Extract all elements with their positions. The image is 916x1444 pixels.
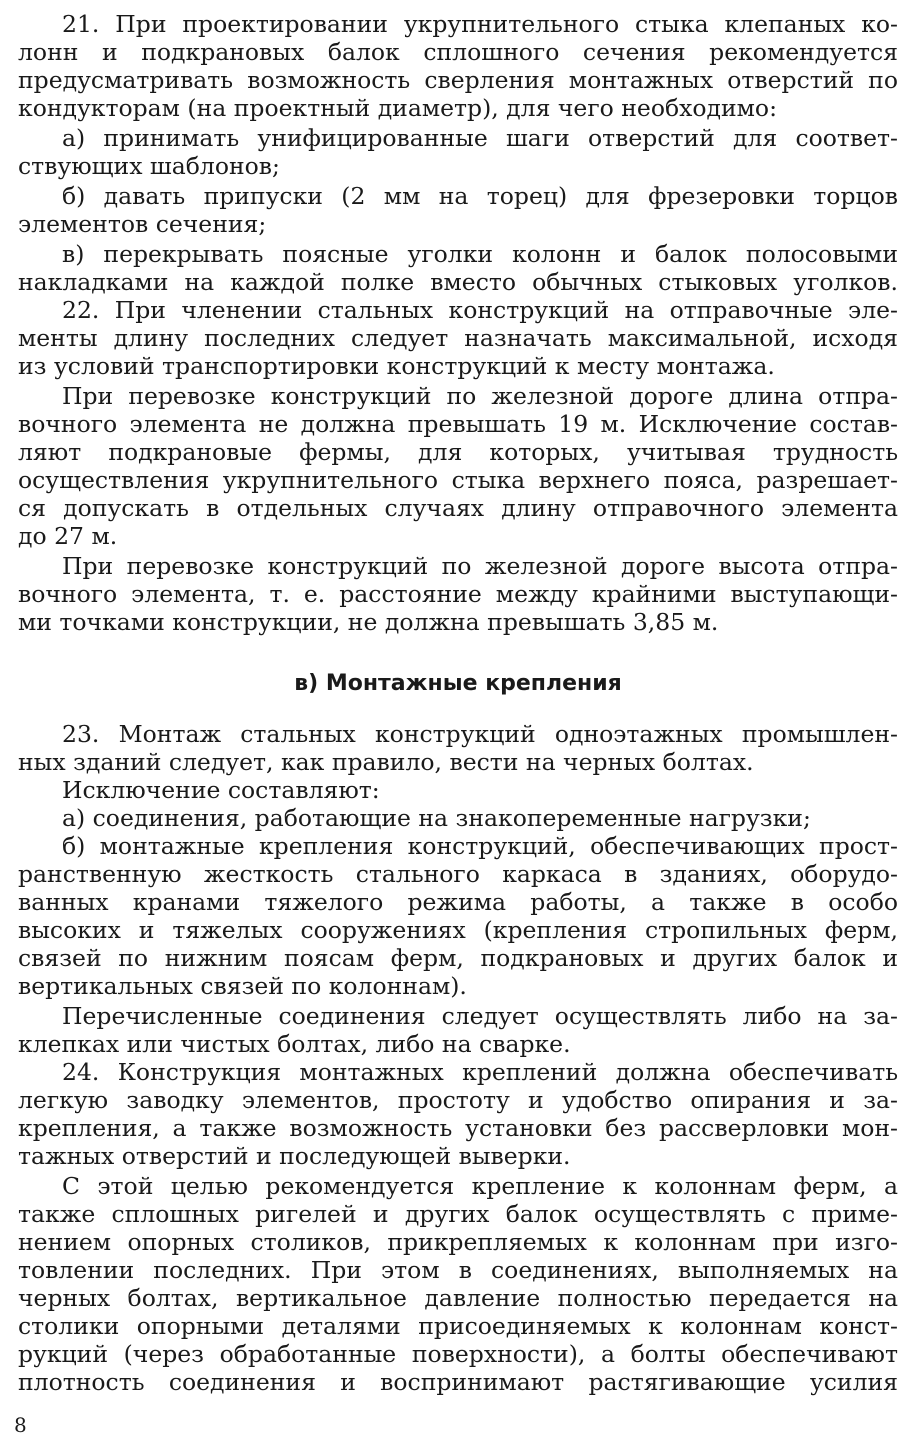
- text-line: легкую заводку элементов, простоту и удобство опирания и за-: [18, 1086, 898, 1114]
- text-line: плотность соединения и воспринимают растягивающие усилия: [18, 1368, 898, 1396]
- text-line: При перевозке конструкций по железной дороге длина отпра-: [62, 382, 898, 410]
- text-line: накладками на каждой полке вместо обычных стыковых уголков.: [18, 268, 898, 296]
- text-line: Исключение составляют:: [62, 776, 380, 804]
- text-line: предусматривать возможность сверления монтажных отверстий по: [18, 66, 898, 94]
- text-line: При перевозке конструкций по железной дороге высота отпра-: [62, 552, 898, 580]
- text-line: ми точками конструкции, не должна превышать 3,85 м.: [18, 608, 719, 636]
- text-line: ствующих шаблонов;: [18, 152, 280, 180]
- text-line: ных зданий следует, как правило, вести на черных болтах.: [18, 748, 754, 776]
- text-line: нением опорных столиков, прикрепляемых к колоннам при изго-: [18, 1228, 898, 1256]
- text-line: 21. При проектировании укрупнительного стыка клепаных ко-: [62, 10, 898, 38]
- page-number: 8: [14, 1413, 27, 1437]
- text-line: из условий транспортировки конструкций к месту монтажа.: [18, 352, 775, 380]
- text-line: связей по нижним поясам ферм, подкрановых и других балок и: [18, 944, 898, 972]
- text-line: менты длину последних следует назначать максимальной, исходя: [18, 324, 898, 352]
- text-line: столики опорными деталями присоединяемых к колоннам конст-: [18, 1312, 898, 1340]
- text-line: также сплошных ригелей и других балок осуществлять с приме-: [18, 1200, 898, 1228]
- text-line: кондукторам (на проектный диаметр), для чего необходимо:: [18, 94, 777, 122]
- text-line: черных болтах, вертикальное давление полностью передается на: [18, 1284, 898, 1312]
- text-line: 22. При членении стальных конструкций на отправочные эле-: [62, 296, 898, 324]
- text-line: в) перекрывать поясные уголки колонн и балок полосовыми: [62, 240, 898, 268]
- text-line: тажных отверстий и последующей выверки.: [18, 1142, 571, 1170]
- text-line: вочного элемента не должна превышать 19 м. Исключение состав-: [18, 410, 898, 438]
- text-line: вочного элемента, т. е. расстояние между крайними выступающи-: [18, 580, 898, 608]
- text-line: высоких и тяжелых сооружениях (крепления стропильных ферм,: [18, 916, 898, 944]
- text-line: б) монтажные крепления конструкций, обеспечивающих прост-: [62, 832, 898, 860]
- text-line: 24. Конструкция монтажных креплений должна обеспечивать: [62, 1058, 898, 1086]
- text-line: Перечисленные соединения следует осуществлять либо на за-: [62, 1002, 898, 1030]
- text-line: клепках или чистых болтах, либо на сварке.: [18, 1030, 571, 1058]
- text-line: вертикальных связей по колоннам).: [18, 972, 467, 1000]
- text-line: а) принимать унифицированные шаги отверстий для соответ-: [62, 124, 898, 152]
- text-line: ванных кранами тяжелого режима работы, а также в особо: [18, 888, 898, 916]
- text-line: товлении последних. При этом в соединениях, выполняемых на: [18, 1256, 898, 1284]
- text-line: ляют подкрановые фермы, для которых, учитывая трудность: [18, 438, 898, 466]
- section-heading: в) Монтажные крепления: [294, 671, 622, 696]
- text-line: ся допускать в отдельных случаях длину отправочного элемента: [18, 494, 898, 522]
- text-line: 23. Монтаж стальных конструкций одноэтажных промышлен-: [62, 720, 898, 748]
- text-line: элементов сечения;: [18, 210, 267, 238]
- text-line: лонн и подкрановых балок сплошного сечения рекомендуется: [18, 38, 898, 66]
- text-line: осуществления укрупнительного стыка верхнего пояса, разрешает-: [18, 466, 898, 494]
- text-line: б) давать припуски (2 мм на торец) для фрезеровки торцов: [62, 182, 898, 210]
- text-line: крепления, а также возможность установки без рассверловки мон-: [18, 1114, 898, 1142]
- text-line: ранственную жесткость стального каркаса в зданиях, оборудо-: [18, 860, 898, 888]
- text-line: до 27 м.: [18, 522, 118, 550]
- text-line: рукций (через обработанные поверхности), а болты обеспечивают: [18, 1340, 898, 1368]
- text-line: а) соединения, работающие на знакопеременные нагрузки;: [62, 804, 811, 832]
- text-line: С этой целью рекомендуется крепление к колоннам ферм, а: [62, 1172, 898, 1200]
